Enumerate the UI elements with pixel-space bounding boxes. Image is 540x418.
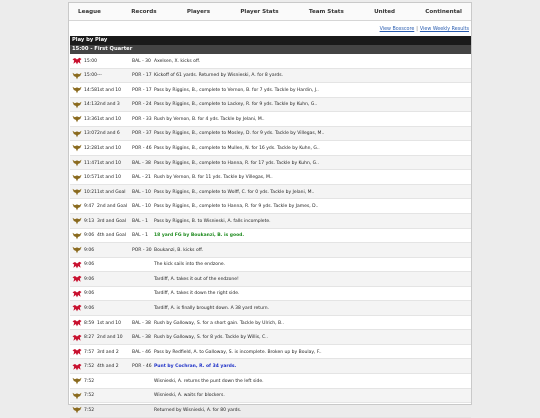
bal-team-logo-icon (72, 290, 82, 298)
play-time: 15:00 (84, 73, 97, 79)
ball-spot: POR - 24 (132, 102, 152, 108)
play-time: 9:06 (84, 291, 95, 297)
play-description: The kick sails into the endzone. (154, 262, 226, 268)
por-team-logo-icon (72, 217, 82, 225)
play-time: 9:06 (84, 305, 95, 311)
ball-spot: POR - 30 (132, 247, 152, 253)
play-row (70, 287, 471, 302)
down-distance: 2nd and 10 (97, 335, 123, 341)
play-row (70, 214, 471, 229)
play-time: 15:00 (84, 58, 97, 64)
play-description: Kickoff of 61 yards. Returned by Wisnieski, A. for 8 yards. (154, 73, 283, 79)
play-description: Pass by Riggins, B., complete to Hanna, R. for 9 yds. Tackle by James, D.. (154, 204, 319, 210)
nav-united[interactable]: United (374, 8, 395, 15)
play-row (70, 185, 471, 200)
down-distance: --- (97, 73, 102, 79)
play-description: Rush by Vernon, B. for 11 yds. Tackle by Villegas, M.. (154, 175, 273, 181)
play-description: Wisnieski, A. returns the punt down the left side. (154, 378, 264, 384)
por-team-logo-icon (72, 159, 82, 167)
ball-spot: POR - 37 (132, 131, 152, 137)
play-time: 10:21 (84, 189, 97, 195)
play-description: Pass by Riggins, B., complete to Lackey, R. for 9 yds. Tackle by Kuhn, G.. (154, 102, 318, 108)
play-time: 14:58 (84, 87, 97, 93)
play-time: 14:13 (84, 102, 97, 108)
por-team-logo-icon (72, 86, 82, 94)
play-row (70, 359, 471, 374)
bal-team-logo-icon (72, 319, 82, 327)
play-time: 11:47 (84, 160, 97, 166)
por-team-logo-icon (72, 246, 82, 254)
play-row (70, 112, 471, 127)
down-distance: 1st and 10 (97, 116, 122, 122)
bal-team-logo-icon (72, 363, 82, 371)
page (68, 2, 472, 413)
nav-league[interactable]: League (78, 8, 101, 15)
play-description: 18 yard FG by Boukanzi, B. is good. (154, 233, 245, 239)
play-time: 7:52 (84, 393, 95, 399)
play-row (70, 127, 471, 142)
play-description: Pass by Riggins, B. to Wisnieski, A. falls incomplete. (154, 218, 271, 224)
play-time: 7:52 (84, 364, 95, 370)
play-row (70, 258, 471, 273)
play-row (70, 199, 471, 214)
play-description: Rush by Galloway, S. for a short gain. Tackle by Ulrich, B.. (154, 320, 284, 326)
play-row (70, 229, 471, 244)
play-time: 9:47 (84, 204, 95, 210)
por-team-logo-icon (72, 115, 82, 123)
play-description: Rush by Vernon, B. for 4 yds. Tackle by Jelani, M.. (154, 116, 265, 122)
down-distance: 4th and 2 (97, 364, 119, 370)
por-team-logo-icon (72, 101, 82, 109)
view-links (69, 21, 471, 36)
por-team-logo-icon (72, 377, 82, 385)
bal-team-logo-icon (72, 348, 82, 356)
ball-spot: BAL - 38 (132, 160, 151, 166)
play-description: Wisnieski, A. waits for blockers. (154, 393, 225, 399)
ball-spot: BAL - 1 (132, 218, 149, 224)
play-row (70, 345, 471, 360)
play-description: Returned by Wisnieski, A. for 80 yards. (154, 407, 242, 413)
down-distance: 4th and Goal (97, 233, 127, 239)
play-time: 9:06 (84, 247, 95, 253)
play-description: Punt by Cochran, R. of 34 yards. (154, 364, 237, 370)
ball-spot: POR - 17 (132, 87, 152, 93)
play-time: 13:07 (84, 131, 97, 137)
por-team-logo-icon (72, 144, 82, 152)
view-boxscore-link[interactable]: View Boxscore (379, 27, 415, 32)
por-team-logo-icon (72, 174, 82, 182)
play-row (70, 330, 471, 345)
por-team-logo-icon (72, 392, 82, 400)
view-weekly-results-link[interactable]: View Weekly Results (419, 27, 469, 32)
play-row (70, 389, 471, 404)
ball-spot: BAL - 38 (132, 320, 151, 326)
play-description: Pass by Redfield, A. to Galloway, S. is incomplete. Broken up by Boulay, F.. (154, 349, 322, 355)
down-distance: 2nd and 3 (97, 102, 120, 108)
down-distance: 2nd and Goal (97, 204, 128, 210)
down-distance: 3rd and 2 (97, 349, 119, 355)
play-row (70, 54, 471, 69)
nav-player-stats[interactable]: Player Stats (240, 8, 279, 15)
por-team-logo-icon (72, 188, 82, 196)
down-distance: 1st and 10 (97, 87, 122, 93)
play-row (70, 83, 471, 98)
play-description: Rush by Galloway, S. for 8 yds. Tackle by Willis, C.. (154, 335, 268, 341)
play-time: 9:06 (84, 233, 95, 239)
play-row (70, 301, 471, 316)
play-time: 9:13 (84, 218, 95, 224)
bal-team-logo-icon (72, 261, 82, 269)
bal-team-logo-icon (72, 57, 82, 65)
play-row (70, 98, 471, 113)
bal-team-logo-icon (72, 275, 82, 283)
down-distance: 1st and 10 (97, 145, 122, 151)
play-list (70, 54, 471, 418)
section-title: Play by Play (70, 36, 471, 45)
play-description: Boukanzi, B. kicks off. (154, 247, 204, 253)
play-row (70, 69, 471, 84)
play-description: Tardiff, A. takes it down the right side. (154, 291, 240, 297)
play-time: 9:06 (84, 262, 95, 268)
play-description: Pass by Riggins, B., complete to Wolff, C. for 0 yds. Tackle by Jelani, M.. (154, 189, 315, 195)
play-row (70, 374, 471, 389)
ball-spot: BAL - 46 (132, 349, 151, 355)
down-distance: 1st and 10 (97, 320, 122, 326)
play-row (70, 243, 471, 258)
play-row (70, 403, 471, 418)
ball-spot: POR - 46 (132, 364, 152, 370)
quarter-header: 15:00 - First Quarter (70, 45, 471, 54)
play-time: 7:52 (84, 378, 95, 384)
play-time: 7:52 (84, 407, 95, 413)
play-time: 7:57 (84, 349, 95, 355)
play-time: 13:36 (84, 116, 97, 122)
play-row (70, 272, 471, 287)
play-description: Axelsen, X. kicks off. (154, 58, 201, 64)
down-distance: 1st and 10 (97, 160, 122, 166)
ball-spot: BAL - 21 (132, 175, 151, 181)
ball-spot: BAL - 10 (132, 189, 151, 195)
play-description: Pass by Riggins, B., complete to Mullen, N. for 16 yds. Tackle by Kuhn, G.. (154, 145, 320, 151)
play-description: Pass by Riggins, B., complete to Hanna, R. for 17 yds. Tackle by Kuhn, G.. (154, 160, 320, 166)
por-team-logo-icon (72, 130, 82, 138)
down-distance: 3rd and Goal (97, 218, 127, 224)
ball-spot: POR - 46 (132, 145, 152, 151)
por-team-logo-icon (72, 232, 82, 240)
play-row (70, 170, 471, 185)
play-time: 12:28 (84, 145, 97, 151)
down-distance: 1st and Goal (97, 189, 126, 195)
nav-players[interactable]: Players (186, 8, 211, 15)
ball-spot: BAL - 1 (132, 233, 149, 239)
play-time: 9:06 (84, 276, 95, 282)
play-row (70, 141, 471, 156)
bal-team-logo-icon (72, 334, 82, 342)
bal-team-logo-icon (72, 304, 82, 312)
play-row (70, 316, 471, 331)
play-row (70, 156, 471, 171)
top-nav (69, 3, 471, 21)
link-separator: | (416, 27, 418, 32)
por-team-logo-icon (72, 406, 82, 414)
nav-records[interactable]: Records (131, 8, 157, 15)
nav-continental[interactable]: Continental (425, 8, 462, 15)
down-distance: 2nd and 6 (97, 131, 120, 137)
down-distance: 1st and 10 (97, 175, 122, 181)
ball-spot: BAL - 10 (132, 204, 151, 210)
play-time: 10:57 (84, 175, 97, 181)
play-description: Tardiff, A. takes it out of the endzone! (154, 276, 239, 282)
play-time: 8:59 (84, 320, 95, 326)
por-team-logo-icon (72, 72, 82, 80)
ball-spot: BAL - 38 (132, 335, 151, 341)
play-description: Pass by Riggins, B., complete to Vernon, B. for 7 yds. Tackle by Hardin, J.. (154, 87, 319, 93)
ball-spot: POR - 17 (132, 73, 152, 79)
play-time: 8:27 (84, 335, 95, 341)
play-description: Tardiff, A. is finally brought down. A 38 yard return. (154, 305, 269, 311)
ball-spot: BAL - 30 (132, 58, 151, 64)
por-team-logo-icon (72, 203, 82, 211)
ball-spot: POR - 33 (132, 116, 152, 122)
nav-team-stats[interactable]: Team Stats (308, 8, 344, 15)
play-description: Pass by Riggins, B., complete to Mosley, D. for 9 yds. Tackle by Villegas, M.. (154, 131, 325, 137)
